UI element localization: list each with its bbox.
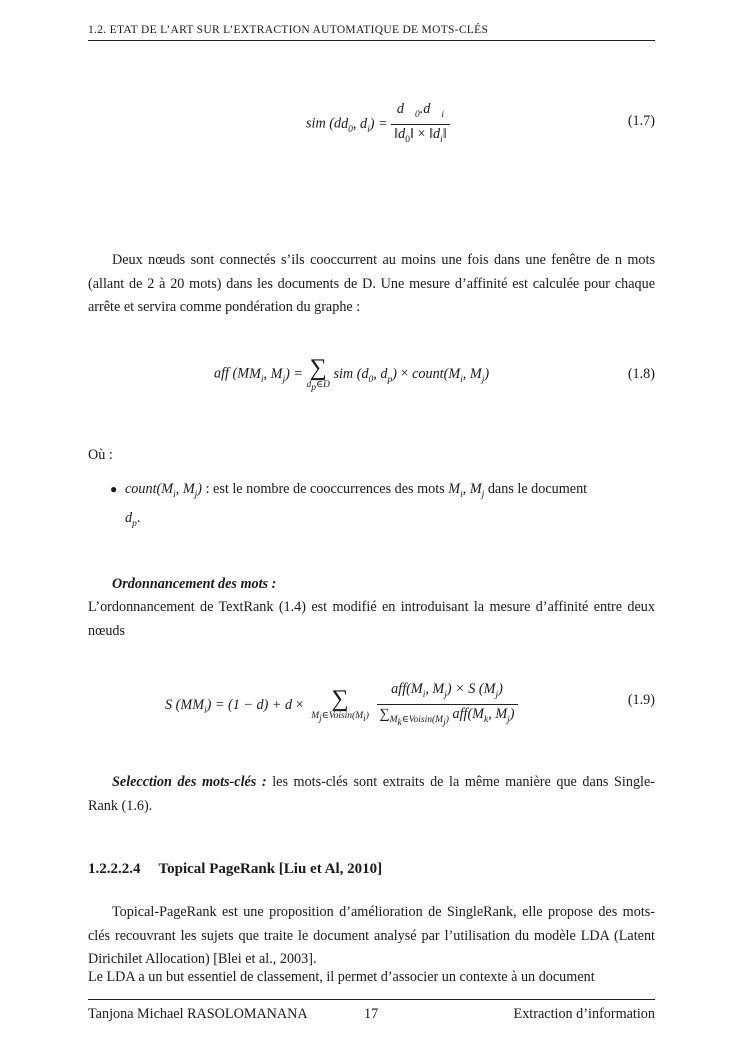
header-rule <box>88 40 655 41</box>
eq-lhs: S (M <box>165 697 193 714</box>
selection-title: Selecction des mots-clés : <box>112 774 267 790</box>
equation-number: (1.8) <box>627 366 655 382</box>
footer-rule <box>88 999 655 1000</box>
where-label: Où : <box>88 447 113 463</box>
selection-paragraph: Selecction des mots-clés : les mots-clés sont extraits de la même manière que dans Single-Rank (1.6). <box>88 774 655 814</box>
equation-1-7: sim ($dd_0$, $d_i$) = $\frac{d⃗_0.d⃗_i}{‖d_0‖ \times ‖d_i‖}$ <box>306 100 450 149</box>
equation-1-8: aff ($MM_i$, $M_j$) = ∑ $d_p\in D$ sim ($d_0$, $d_p$) × $count(M_i$, $M_j$) <box>214 355 490 393</box>
eq-lhs: sim (d <box>306 115 342 132</box>
bullet-text: $count(M_i$, $M_j$) : est le nombre de cooccurrences des mots $M_i$, $M_j$ dans le document $d_p$. <box>125 481 588 530</box>
footer-author: Tanjona Michael RASOLOMANANA <box>88 1006 308 1022</box>
paragraph-lda: Le LDA a un but essentiel de classement, il permet d’associer un contexte à un document <box>88 969 595 985</box>
page-number: 17 <box>364 1006 379 1022</box>
section-number: 1.2.2.2.4 <box>88 861 141 877</box>
equation-1-9: S $(MM_i) = (1 - d) + d$ × ∑ $M_j\in Voisin(M_i)$ $\frac{aff(M_i, M_j) \times S (M_j)}{\sum_{M_k\in Voisin(M_j)} aff(M_k, M_j)}$ <box>165 680 518 732</box>
footer-title: Extraction d’information <box>513 1006 655 1022</box>
equation-number: (1.9) <box>627 692 655 708</box>
running-header: 1.2. ETAT DE L’ART SUR L’EXTRACTION AUTOMATIQUE DE MOTS-CLÉS <box>88 24 489 36</box>
ordo-title: Ordonnancement des mots : <box>112 576 277 592</box>
paragraph-nodes: Deux nœuds sont connectés s’ils cooccurrent au moins une fois dans une fenêtre de n mots (allant de 2 à 20 mots) dans les documents de D. Une mesure d’affinité est calculée pour chaque arrête et servira comme pondération du graphe : <box>88 252 655 315</box>
section-heading <box>88 858 655 882</box>
ordo-text: L’ordonnancement de TextRank (1.4) est modifié en introduisant la mesure d’affinité entre deux nœuds <box>88 599 655 639</box>
paragraph-topical: Topical-PageRank est une proposition d’amélioration de SingleRank, elle propose des mots-clés recouvrant les sujets que traite le document analysé par l’utilisation du modèle LDA (Latent Dirichilet Allocation) [Blei et al., 2003]. <box>88 904 655 967</box>
equation-number: (1.7) <box>627 113 655 129</box>
section-title: Topical PageRank [Liu et Al, 2010] <box>158 861 383 877</box>
eq-lhs: aff (M <box>214 365 250 382</box>
bullet-dot: ● <box>110 482 118 496</box>
